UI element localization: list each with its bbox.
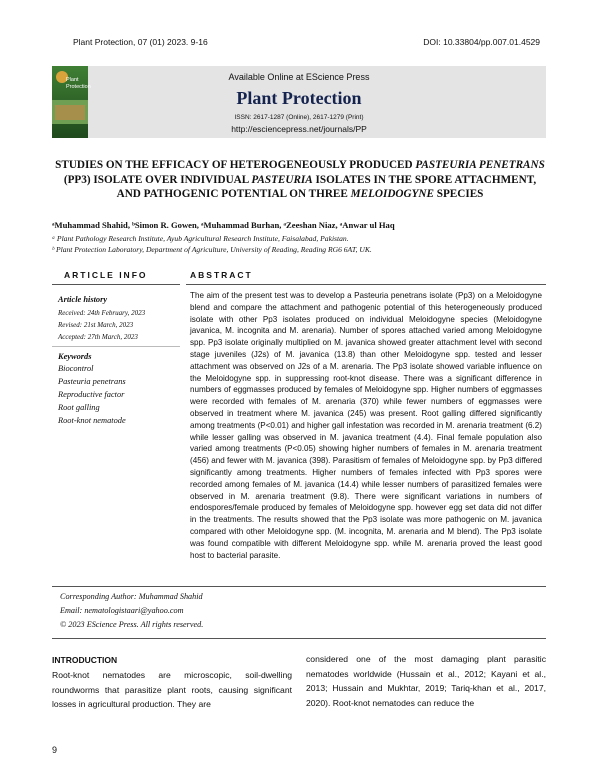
title-italic: PASTEURIA PENETRANS [415,159,545,171]
introduction-heading: INTRODUCTION [52,655,118,665]
keyword-item: Root galling [58,403,100,412]
article-info-rule [52,284,180,285]
issn-line: ISSN: 2617-1287 (Online), 2617-1279 (Print) [234,114,364,121]
author-list: ᵃMuhammad Shahid, ᵇSimon R. Gowen, ᵃMuhammad Burhan, ᵃZeeshan Niaz, ᵃAnwar ul Haq [52,220,395,230]
abstract-body: The aim of the present test was to develop a Pasteuria penetrans isolate (Pp3) on a Meloidogyne blend and compare the attachment and pathogenic potential of this heterogeneously produced isolate with other Pp3 isolates produced on individual Meloidogyne species (Meloidogyne javanica, M. incognita and M. arenaria). Number of spores attached varied among Meloidogyne spp. Pp3 isolate originally multiplied on M. javanica showed greater attachment level with second stage juveniles (J2s) of M. javanica (13.8) than other Meloidogyne spp. tested and lesser attachment was observed on J2s of a M. arenaria. The Pp3 isolate showed variable influence on the Meloidogyne spp. in suppressing root-knot disease. There was a significant difference in numbers of eggmasses produced by females of Meloidogyne spp. Higher numbers of eggmasses were recorded with females of M. arenaria (370) while fewer numbers of eggmasses were observed in treatment where M. javanica (245) was present. Root galling differed significantly among treatments (P<0.01) and higher gall infestation was recorded in M. arenaria treatment (6.2) while lesser galling was observed in M. javanica treatment (4.4). Final female population also varied among treatments (P<0.05) showing higher numbers of females in M. arenaria treatment (456) and fewer with M. javanica (398). Parasitism of females of Meloidogyne spp. by Pp3 differed significantly among treatments. Higher numbers of females infected with Pp3 spores were recorded among females of M. javanica (14.4) while lesser numbers of parasitized females were observed in M. arenaria treatment (9.8). There were significant variations in numbers of endospores/female produced by females of Meloidogyne spp. however egg set data did not differ in the treatments. The results showed that the Pp3 isolate was more pathogenic on M. javanica compared with other Meloidogyne spp. (M. incognita, M. arenaria and M blend). The Pp3 isolate was found compatible with different Meloidogyne spp. while M. arenaria proved the least good host to bacterial parasite. [190,291,542,560]
article-history-label: Article history [58,295,108,304]
keywords-label: Keywords [58,352,92,361]
correspondence-rule [52,638,546,639]
corresponding-author: Corresponding Author: Muhammad Shahid [60,592,203,601]
affiliation-a: ᵃ Plant Pathology Research Institute, Ayub Agricultural Research Institute, Faisalabad, Pakistan. [52,234,349,243]
affiliation-b: ᵇ Plant Protection Laboratory, Department of Agriculture, University of Reading, Reading RG6 6AT, UK. [52,245,372,254]
copyright-notice: © 2023 EScience Press. All rights reserved. [60,620,204,629]
keyword-item: Root-knot nematode [58,416,126,425]
abstract-heading: ABSTRACT [190,270,253,280]
title-italic: MELOIDOGYNE [350,188,434,200]
keyword-item: Reproductive factor [58,390,125,399]
title-italic: PASTEURIA [251,173,313,186]
journal-name: Plant Protection [236,88,362,108]
author-email[interactable]: Email: nematologistaari@yahoo.com [60,606,184,615]
paper-title [52,158,548,202]
received-date: Received: 24th February, 2023 [58,309,146,317]
info-divider [52,346,180,347]
journal-url[interactable]: http://esciencepress.net/journals/PP [231,124,367,134]
title-part: ISOLATES IN THE SPORE ATTACHMENT, AND PATHOGENIC POTENTIAL ON THREE [116,173,537,200]
page-number: 9 [52,745,58,755]
running-header-citation: Plant Protection, 07 (01) 2023. 9-16 [73,37,208,47]
intro-left-column: Root-knot nematodes are microscopic, soil-dwelling roundworms that parasitize plant roots, causing significant losses in agricultural production. They are [52,670,292,710]
keyword-item: Biocontrol [58,364,94,373]
available-online-text: Available Online at EScience Press [228,72,370,82]
title-part: SPECIES [433,188,484,200]
intro-right-column: considered one of the most damaging plant parasitic nematodes worldwide (Hussain et al., 2012; Kayani et al., 2013; Hussain and Mukhtar, 2019; Tariq-khan et al., 2017, 2020). Root-knot nematodes can reduce the [306,654,546,708]
keyword-item: Pasteuria penetrans [58,377,126,386]
title-part: (PP3) ISOLATE OVER INDIVIDUAL [63,173,252,186]
cover-title: Plant Protection [66,77,91,90]
revised-date: Revised: 21st March, 2023 [58,321,134,329]
abstract-bottom-rule [52,586,546,587]
title-part: STUDIES ON THE EFFICACY OF HETEROGENEOUSLY PRODUCED [55,159,416,171]
accepted-date: Accepted: 27th March, 2023 [58,333,138,341]
abstract-rule [186,284,546,285]
running-header-doi: DOI: 10.33804/pp.007.01.4529 [423,37,540,47]
article-info-heading: ARTICLE INFO [64,270,148,280]
